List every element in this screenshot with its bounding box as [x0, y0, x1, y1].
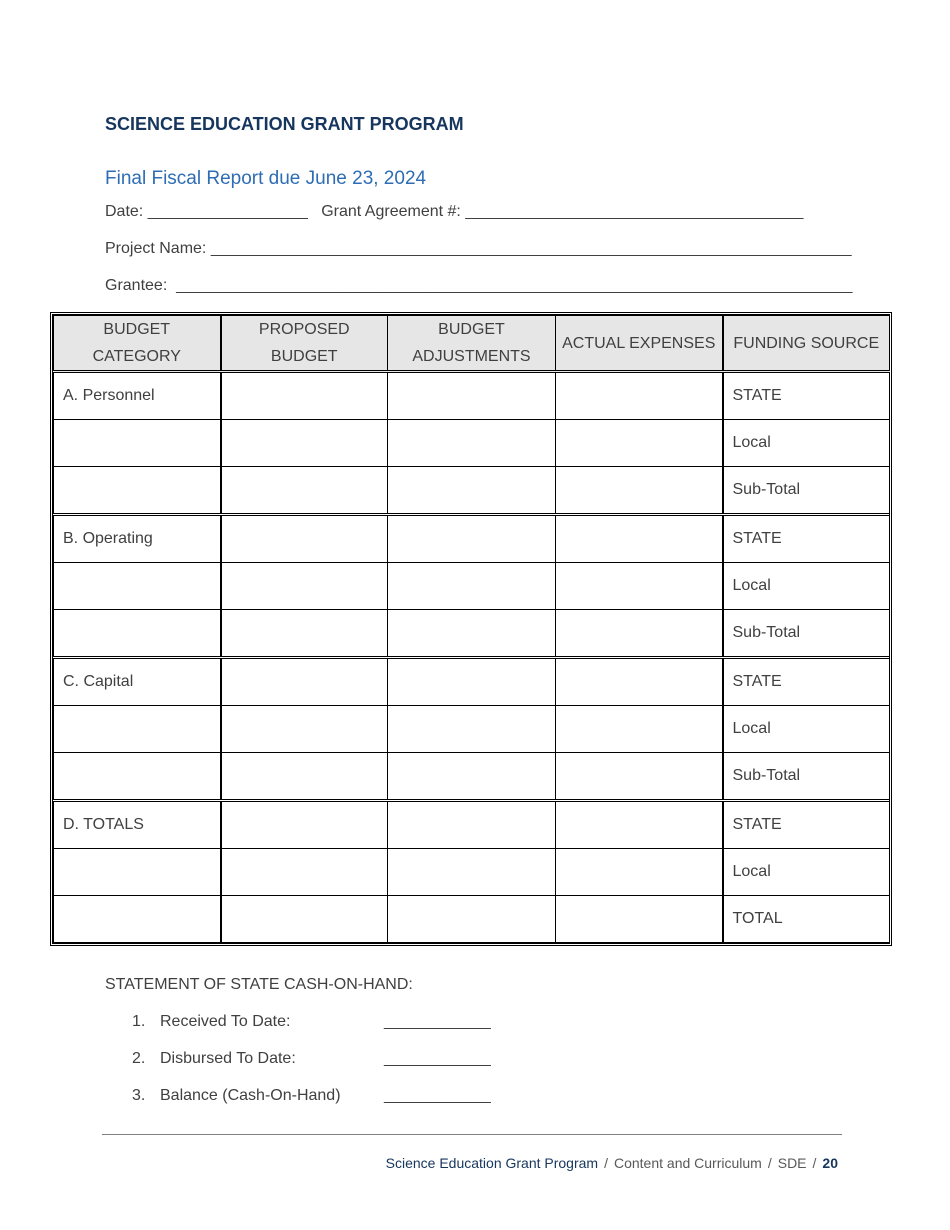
statement-item-label: Received To Date: — [160, 1013, 291, 1030]
category-cell: D. TOTALS — [54, 801, 221, 849]
footer-org: SDE — [777, 1155, 807, 1171]
table-row — [54, 753, 890, 801]
proposed-budget-cell[interactable] — [221, 372, 388, 420]
funding-source-cell: Sub-Total — [723, 753, 890, 801]
funding-source-cell: TOTAL — [723, 896, 890, 943]
statement-item-received — [132, 1013, 491, 1031]
header-actual-expenses: ACTUAL EXPENSES — [556, 316, 723, 372]
budget-adjustments-cell[interactable] — [388, 372, 556, 420]
category-cell: C. Capital — [54, 658, 221, 706]
project-name-field[interactable]: ________________________________________________________________________ — [210, 240, 852, 257]
footer-divider — [102, 1134, 842, 1135]
header-funding-source: FUNDING SOURCE — [723, 316, 890, 372]
actual-expenses-cell[interactable] — [556, 658, 723, 706]
page-footer — [386, 1155, 838, 1171]
actual-expenses-cell[interactable] — [556, 753, 723, 801]
grantee-label: Grantee: — [105, 277, 168, 294]
funding-source-cell: Sub-Total — [723, 467, 890, 515]
category-cell — [54, 706, 221, 753]
actual-expenses-cell[interactable] — [556, 467, 723, 515]
table-row — [54, 515, 890, 563]
category-cell — [54, 420, 221, 467]
footer-separator: / — [604, 1155, 608, 1171]
budget-adjustments-cell[interactable] — [388, 610, 556, 658]
statement-item-number: 3. — [132, 1087, 146, 1104]
budget-adjustments-cell[interactable] — [388, 896, 556, 943]
actual-expenses-cell[interactable] — [556, 563, 723, 610]
funding-source-cell: STATE — [723, 515, 890, 563]
project-name-label: Project Name: — [105, 240, 207, 257]
proposed-budget-cell[interactable] — [221, 658, 388, 706]
funding-source-cell: STATE — [723, 801, 890, 849]
grant-agreement-label: Grant Agreement #: — [321, 203, 461, 220]
actual-expenses-cell[interactable] — [556, 801, 723, 849]
table-row — [54, 372, 890, 420]
header-proposed-budget: PROPOSED BUDGET — [221, 316, 388, 372]
actual-expenses-cell[interactable] — [556, 420, 723, 467]
budget-table-body — [54, 372, 890, 943]
date-grant-line — [105, 203, 803, 221]
proposed-budget-cell[interactable] — [221, 467, 388, 515]
proposed-budget-cell[interactable] — [221, 515, 388, 563]
proposed-budget-cell[interactable] — [221, 801, 388, 849]
statement-item-disbursed — [132, 1050, 491, 1068]
budget-adjustments-cell[interactable] — [388, 849, 556, 896]
funding-source-cell: STATE — [723, 372, 890, 420]
proposed-budget-cell[interactable] — [221, 563, 388, 610]
report-subtitle: Final Fiscal Report due June 23, 2024 — [105, 168, 427, 189]
funding-source-cell: Local — [723, 706, 890, 753]
proposed-budget-cell[interactable] — [221, 706, 388, 753]
statement-item-number: 1. — [132, 1013, 146, 1030]
category-cell — [54, 896, 221, 943]
category-cell — [54, 467, 221, 515]
statement-item-balance — [132, 1087, 491, 1105]
budget-adjustments-cell[interactable] — [388, 563, 556, 610]
header-budget-adjustments: BUDGET ADJUSTMENTS — [388, 316, 556, 372]
budget-table-header — [54, 316, 890, 372]
table-row — [54, 420, 890, 467]
document-title: SCIENCE EDUCATION GRANT PROGRAM — [105, 114, 464, 134]
actual-expenses-cell[interactable] — [556, 515, 723, 563]
footer-program: Science Education Grant Program — [385, 1155, 599, 1171]
table-row — [54, 801, 890, 849]
date-label: Date: — [105, 203, 144, 220]
proposed-budget-cell[interactable] — [221, 849, 388, 896]
table-row — [54, 849, 890, 896]
actual-expenses-cell[interactable] — [556, 610, 723, 658]
funding-source-cell: STATE — [723, 658, 890, 706]
statement-item-label: Disbursed To Date: — [160, 1050, 296, 1067]
proposed-budget-cell[interactable] — [221, 610, 388, 658]
category-cell — [54, 610, 221, 658]
table-row — [54, 896, 890, 943]
header-budget-category: BUDGET CATEGORY — [54, 316, 221, 372]
table-row — [54, 706, 890, 753]
category-cell — [54, 753, 221, 801]
project-name-line — [105, 240, 852, 258]
actual-expenses-cell[interactable] — [556, 849, 723, 896]
received-to-date-field[interactable]: ____________ — [384, 1013, 491, 1030]
footer-section: Content and Curriculum — [613, 1155, 762, 1171]
proposed-budget-cell[interactable] — [221, 896, 388, 943]
balance-field[interactable]: ____________ — [384, 1087, 491, 1104]
budget-adjustments-cell[interactable] — [388, 658, 556, 706]
grantee-line — [105, 277, 852, 295]
budget-table — [50, 312, 892, 946]
table-row — [54, 467, 890, 515]
proposed-budget-cell[interactable] — [221, 420, 388, 467]
footer-separator: / — [812, 1155, 817, 1171]
budget-adjustments-cell[interactable] — [388, 467, 556, 515]
table-row — [54, 610, 890, 658]
budget-adjustments-cell[interactable] — [388, 801, 556, 849]
grant-agreement-field[interactable]: ______________________________________ — [465, 203, 804, 220]
budget-adjustments-cell[interactable] — [388, 515, 556, 563]
category-cell — [54, 563, 221, 610]
footer-separator: / — [767, 1155, 772, 1171]
proposed-budget-cell[interactable] — [221, 753, 388, 801]
actual-expenses-cell[interactable] — [556, 372, 723, 420]
budget-adjustments-cell[interactable] — [388, 420, 556, 467]
date-field[interactable]: __________________ — [147, 203, 308, 220]
table-row — [54, 658, 890, 706]
funding-source-cell: Local — [723, 420, 890, 467]
page-number: 20 — [822, 1155, 838, 1171]
table-row — [54, 563, 890, 610]
category-cell — [54, 849, 221, 896]
budget-adjustments-cell[interactable] — [388, 706, 556, 753]
disbursed-to-date-field[interactable]: ____________ — [384, 1050, 491, 1067]
grantee-field[interactable]: ____________________________________________________________________________ — [176, 277, 853, 294]
funding-source-cell: Sub-Total — [723, 610, 890, 658]
statement-item-label: Balance (Cash-On-Hand) — [160, 1087, 341, 1104]
actual-expenses-cell[interactable] — [556, 706, 723, 753]
statement-item-number: 2. — [132, 1050, 146, 1067]
funding-source-cell: Local — [723, 849, 890, 896]
statement-title: STATEMENT OF STATE CASH-ON-HAND: — [105, 976, 413, 993]
funding-source-cell: Local — [723, 563, 890, 610]
budget-adjustments-cell[interactable] — [388, 753, 556, 801]
actual-expenses-cell[interactable] — [556, 896, 723, 943]
category-cell: A. Personnel — [54, 372, 221, 420]
category-cell: B. Operating — [54, 515, 221, 563]
